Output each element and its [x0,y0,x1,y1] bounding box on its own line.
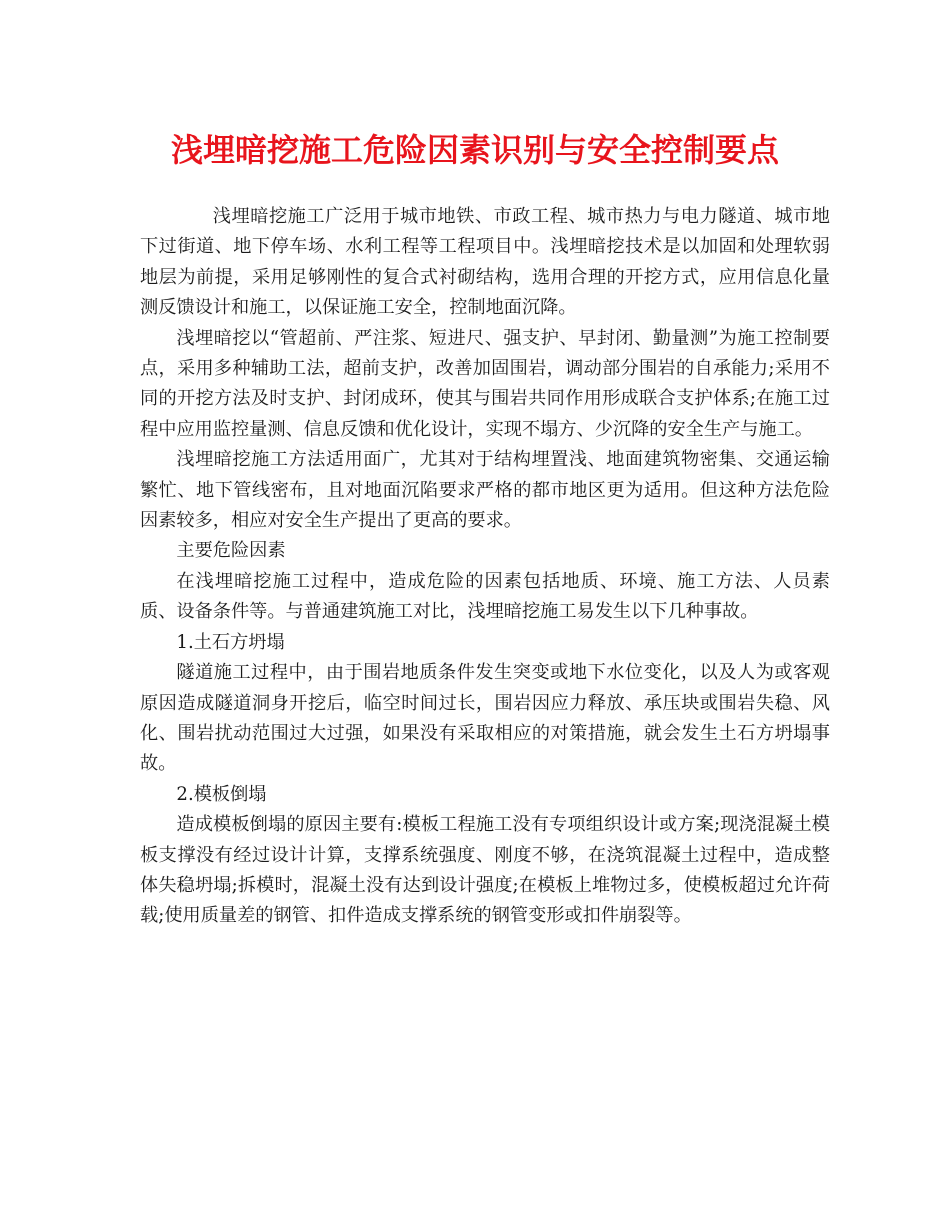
paragraph-control-points: 浅埋暗挖以“管超前、严注浆、短进尺、强支护、早封闭、勤量测”为施工控制要点，采用多种辅助工法，超前支护，改善加固围岩，调动部分围岩的自承能力;采用不同的开挖方法及时支护、封闭成环，使其与围岩共同作用形成联合支护体系;在施工过程中应用监控量测、信息反馈和优化设计，实现不塌方、少沉降的安全生产与施工。 [140,327,830,440]
subheading-formwork-collapse: 2.模板倒塌 [176,783,267,805]
paragraph-hazard-factors: 在浅埋暗挖施工过程中，造成危险的因素包括地质、环境、施工方法、人员素质、设备条件等。与普通建筑施工对比，浅埋暗挖施工易发生以下几种事故。 [140,570,830,623]
section-heading-main-hazards: 主要危险因素 [176,540,286,562]
document-body [140,202,830,932]
paragraph-formwork-collapse: 造成模板倒塌的原因主要有:模板工程施工没有专项组织设计或方案;现浇混凝土模板支撑没有经过设计计算，支撑系统强度、刚度不够，在浇筑混凝土过程中，造成整体失稳坍塌;拆模时，混凝土没有达到设计强度;在模板上堆物过多，使模板超过允许荷载;使用质量差的钢管、扣件造成支撑系统的钢管变形或扣件崩裂等。 [140,814,830,927]
paragraph-intro: 浅埋暗挖施工广泛用于城市地铁、市政工程、城市热力与电力隧道、城市地下过街道、地下停车场、水利工程等工程项目中。浅埋暗挖技术是以加固和处理软弱地层为前提，采用足够刚性的复合式衬砌结构，选用合理的开挖方式，应用信息化量测反馈设计和施工，以保证施工安全，控制地面沉降。 [140,206,830,319]
document-title: 浅埋暗挖施工危险因素识别与安全控制要点 [170,131,779,169]
subheading-earthwork-collapse: 1.土石方坍塌 [176,631,285,653]
paragraph-earthwork-collapse: 隧道施工过程中，由于围岩地质条件发生突变或地下水位变化，以及人为或客观原因造成隧道洞身开挖后，临空时间过长，围岩因应力释放、承压块或围岩失稳、风化、围岩扰动范围过大过强，如果没有采取相应的对策措施，就会发生土石方坍塌事故。 [140,662,830,775]
paragraph-applicability: 浅埋暗挖施工方法适用面广，尤其对于结构埋置浅、地面建筑物密集、交通运输繁忙、地下管线密布，且对地面沉陷要求严格的都市地区更为适用。但这种方法危险因素较多，相应对安全生产提出了更高的要求。 [140,449,830,532]
